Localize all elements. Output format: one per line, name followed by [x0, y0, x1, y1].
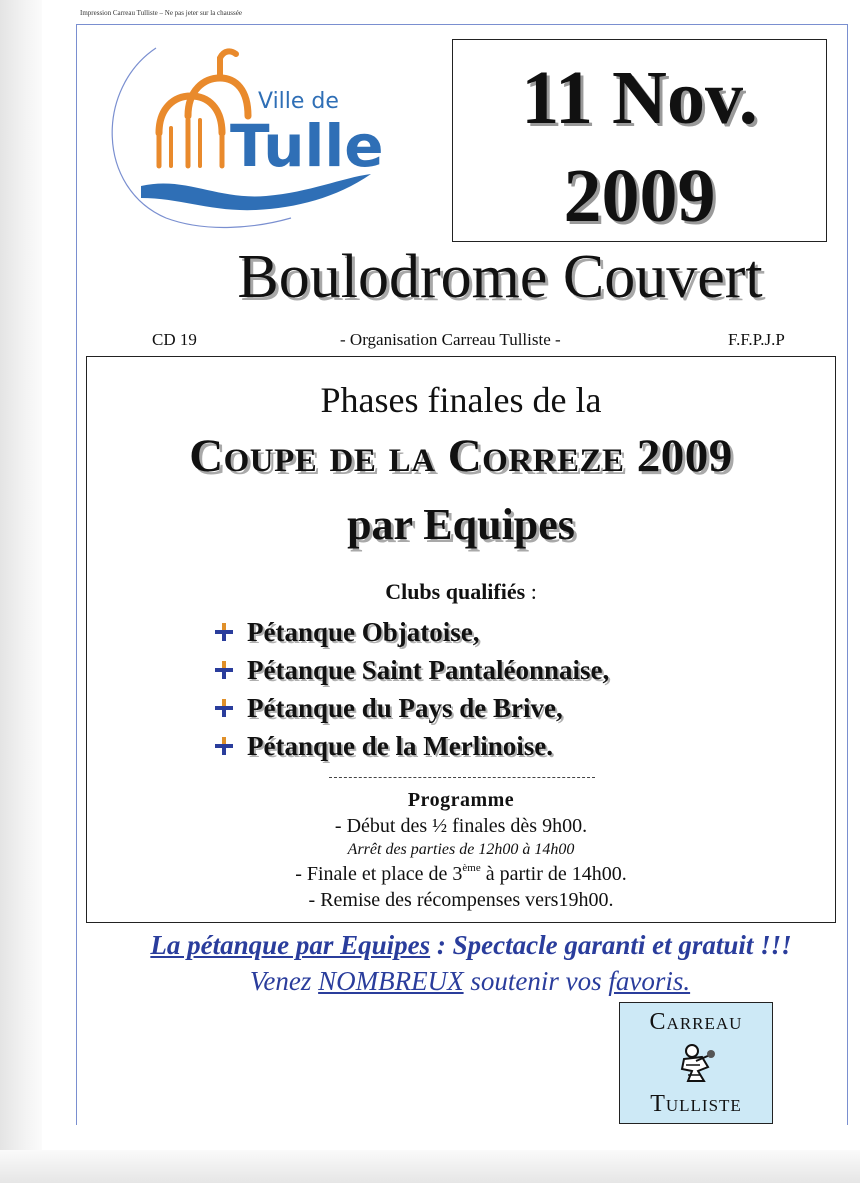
separator	[329, 777, 595, 778]
date-year: 2009	[563, 154, 716, 238]
boules-player-icon	[678, 1041, 718, 1085]
programme-line-3b: à partir de 14h00.	[480, 863, 627, 885]
event-title	[87, 429, 835, 483]
cross-bullet-icon	[215, 737, 233, 755]
tulle-logo	[96, 28, 396, 238]
date-box	[452, 39, 827, 242]
meta-federation: F.F.P.J.P	[728, 330, 785, 349]
programme-line-3-sup: ème	[462, 862, 481, 874]
print-note: Impression Carreau Tulliste – Ne pas jeter sur la chaussée	[80, 9, 242, 17]
tagline-2d: favoris.	[608, 966, 691, 996]
date-day: 11 Nov.	[521, 56, 758, 140]
event-subtitle: par Equipes	[347, 500, 575, 549]
tagline-rest: : Spectacle garanti et gratuit !!!	[430, 930, 792, 960]
list-item	[215, 727, 609, 765]
tagline-2c: soutenir vos	[463, 966, 609, 996]
badge-bottom-text: Tulliste	[650, 1091, 742, 1117]
tagline-underlined: La pétanque par Equipes	[150, 930, 431, 960]
meta-organisation: - Organisation Carreau Tulliste -	[340, 330, 561, 349]
programme-line-4: - Remise des récompenses vers19h00.	[308, 889, 614, 911]
list-item	[215, 613, 609, 651]
list-item	[215, 651, 609, 689]
list-item	[215, 689, 609, 727]
cross-bullet-icon	[215, 623, 233, 641]
event-title-year: 2009	[624, 430, 733, 482]
badge-top-text: Carreau	[649, 1009, 743, 1035]
clubs-heading-text: Clubs qualifiés	[385, 579, 526, 604]
club-name: Pétanque Saint Pantaléonnaise,	[247, 654, 610, 685]
clubs-heading	[87, 579, 835, 605]
club-list	[215, 613, 609, 765]
clubs-heading-colon: :	[525, 579, 537, 604]
tagline-2	[170, 966, 770, 997]
event-box	[86, 356, 836, 923]
programme-line-1: - Début des ½ finales dès 9h00.	[334, 815, 588, 837]
scan-shadow	[0, 0, 42, 1183]
event-intro: Phases finales de la	[320, 380, 602, 420]
logo-line2: Tulle	[230, 112, 384, 180]
tagline-2b: NOMBREUX	[318, 966, 464, 996]
club-name: Pétanque Objatoise,	[247, 616, 480, 647]
tagline	[96, 930, 846, 961]
programme-title: Programme	[407, 789, 515, 811]
logo-line1: Ville de	[258, 89, 339, 114]
carreau-tulliste-badge	[619, 1002, 773, 1124]
event-title-part1: Coupe de la	[189, 430, 448, 482]
scan-shadow-bottom	[0, 1150, 860, 1183]
programme-line-3	[87, 863, 835, 886]
cross-bullet-icon	[215, 661, 233, 679]
event-title-part2: Correze	[447, 430, 625, 482]
venue-title: Boulodrome Couvert	[237, 243, 763, 311]
programme-line-3a: - Finale et place de 3	[295, 863, 463, 885]
club-name: Pétanque du Pays de Brive,	[247, 692, 563, 723]
meta-cd: CD 19	[152, 330, 197, 349]
programme-line-2: Arrêt des parties de 12h00 à 14h00	[347, 841, 575, 858]
tagline-2a: Venez	[249, 966, 319, 996]
cross-bullet-icon	[215, 699, 233, 717]
club-name: Pétanque de la Merlinoise.	[247, 730, 553, 761]
